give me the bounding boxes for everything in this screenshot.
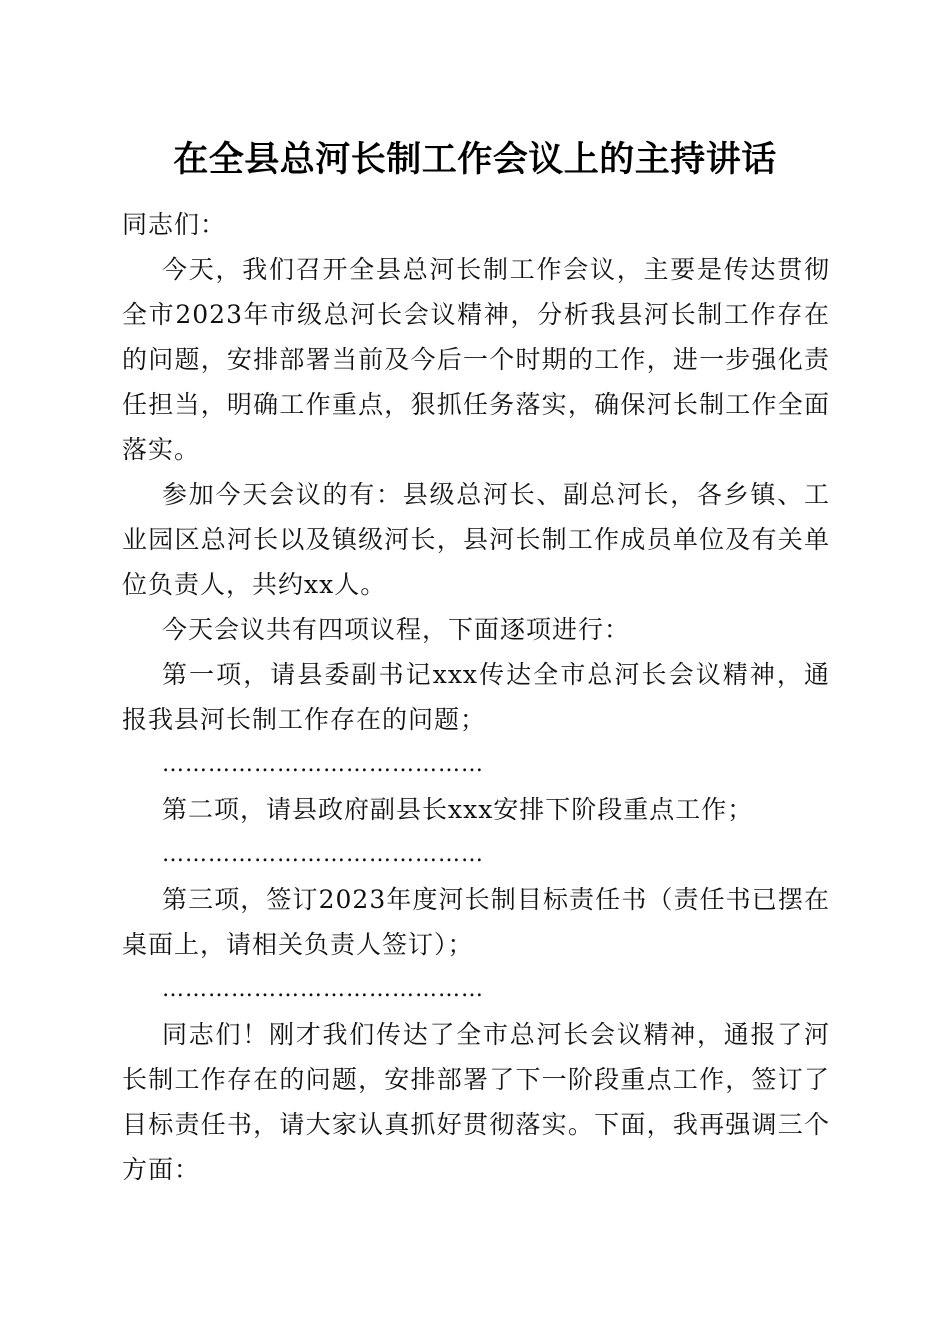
ellipsis-separator-2: …………………………………… — [162, 842, 484, 867]
document-body — [122, 202, 830, 1192]
ellipsis-separator-1: …………………………………… — [162, 752, 484, 777]
document-title: 在全县总河长制工作会议上的主持讲话 — [173, 139, 777, 180]
paragraph-agenda-intro: 今天会议共有四项议程，下面逐项进行： — [162, 615, 631, 644]
agenda-item-3: 第三项，签订2023年度河长制目标责任书（责任书已摆在桌面上，请相关负责人签订）； — [122, 885, 830, 959]
salutation: 同志们： — [122, 210, 227, 239]
paragraph-opening: 今天，我们召开全县总河长制工作会议，主要是传达贯彻全市2023年市级总河长会议精神，分析我县河长制工作存在的问题，安排部署当前及今后一个时期的工作，进一步强化责任担当，明确工作重点，狠抓任务落实，确保河长制工作全面落实。 — [122, 255, 830, 464]
paragraph-closing: 同志们！刚才我们传达了全市总河长会议精神，通报了河长制工作存在的问题，安排部署了下一阶段重点工作，签订了目标责任书，请大家认真抓好贯彻落实。下面，我再强调三个方面： — [122, 1020, 830, 1184]
paragraph-attendees: 参加今天会议的有：县级总河长、副总河长，各乡镇、工业园区总河长以及镇级河长，县河长制工作成员单位及有关单位负责人，共约xx人。 — [122, 480, 830, 599]
ellipsis-separator-3: …………………………………… — [162, 977, 484, 1002]
agenda-item-1: 第一项，请县委副书记xxx传达全市总河长会议精神，通报我县河长制工作存在的问题； — [122, 660, 830, 734]
agenda-item-2: 第二项，请县政府副县长xxx安排下阶段重点工作； — [162, 795, 754, 824]
